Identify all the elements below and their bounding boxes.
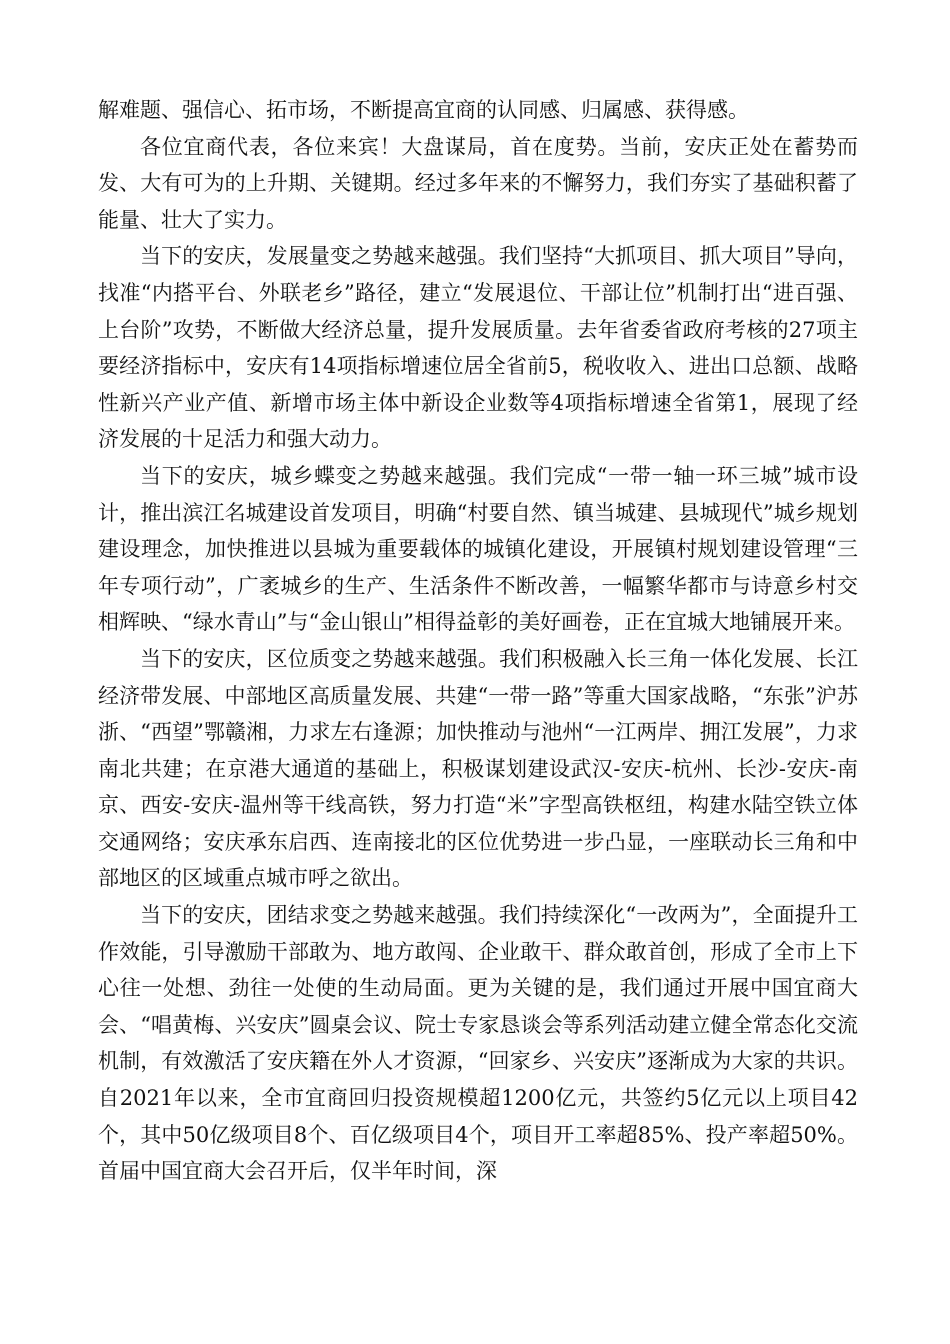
paragraph-0: 解难题、强信心、拓市场，不断提高宜商的认同感、归属感、获得感。 <box>98 98 749 122</box>
paragraph-1: 各位宜商代表，各位来宾！大盘谋局，首在度势。当前，安庆正处在蓄势而发、大有可为的上升期、关键期。经过多年来的不懈努力，我们夯实了基础积蓄了能量、壮大了实力。 <box>98 134 858 232</box>
paragraph-3: 当下的安庆，城乡蝶变之势越来越强。我们完成“一带一轴一环三城”城市设计，推出滨江名城建设首发项目，明确“村要自然、镇当城建、县城现代”城乡规划建设理念，加快推进以县城为重要载体的城镇化建设，开展镇村规划建设管理“三年专项行动”，广袤城乡的生产、生活条件不断改善，一幅繁华都市与诗意乡村交相辉映、“绿水青山”与“金山银山”相得益彰的美好画卷，正在宜城大地铺展开来。 <box>98 463 858 635</box>
paragraph-5: 当下的安庆，团结求变之势越来越强。我们持续深化“一改两为”，全面提升工作效能，引导激励干部敢为、地方敢闯、企业敢干、群众敢首创，形成了全市上下心往一处想、劲往一处使的生动局面。更为关键的是，我们通过开展中国宜商大会、“唱黄梅、兴安庆”圆桌会议、院士专家恳谈会等系列活动建立健全常态化交流机制，有效激活了安庆籍在外人才资源，“回家乡、兴安庆”逐渐成为大家的共识。自2021年以来，全市宜商回归投资规模超1200亿元，共签约5亿元以上项目42个，其中50亿级项目8个、百亿级项目4个，项目开工率超85%、投产率超50%。首届中国宜商大会召开后，仅半年时间，深 <box>98 903 858 1184</box>
document-body <box>98 92 858 1190</box>
paragraph-2: 当下的安庆，发展量变之势越来越强。我们坚持“大抓项目、抓大项目”导向，找准“内搭平台、外联老乡”路径，建立“发展退位、干部让位”机制打出“进百强、上台阶”攻势，不断做大经济总量，提升发展质量。去年省委省政府考核的27项主要经济指标中，安庆有14项指标增速位居全省前5，税收收入、进出口总额、战略性新兴产业产值、新增市场主体中新设企业数等4项指标增速全省第1，展现了经济发展的十足活力和强大动力。 <box>98 244 858 452</box>
paragraph-4: 当下的安庆，区位质变之势越来越强。我们积极融入长三角一体化发展、长江经济带发展、中部地区高质量发展、共建“一带一路”等重大国家战略，“东张”沪苏浙、“西望”鄂赣湘，力求左右逢源；加快推动与池州“一江两岸、拥江发展”，力求南北共建；在京港大通道的基础上，积极谋划建设武汉-安庆-杭州、长沙-安庆-南京、西安-安庆-温州等干线高铁，努力打造“米”字型高铁枢纽，构建水陆空铁立体交通网络；安庆承东启西、连南接北的区位优势进一步凸显，一座联动长三角和中部地区的区域重点城市呼之欲出。 <box>98 646 858 891</box>
